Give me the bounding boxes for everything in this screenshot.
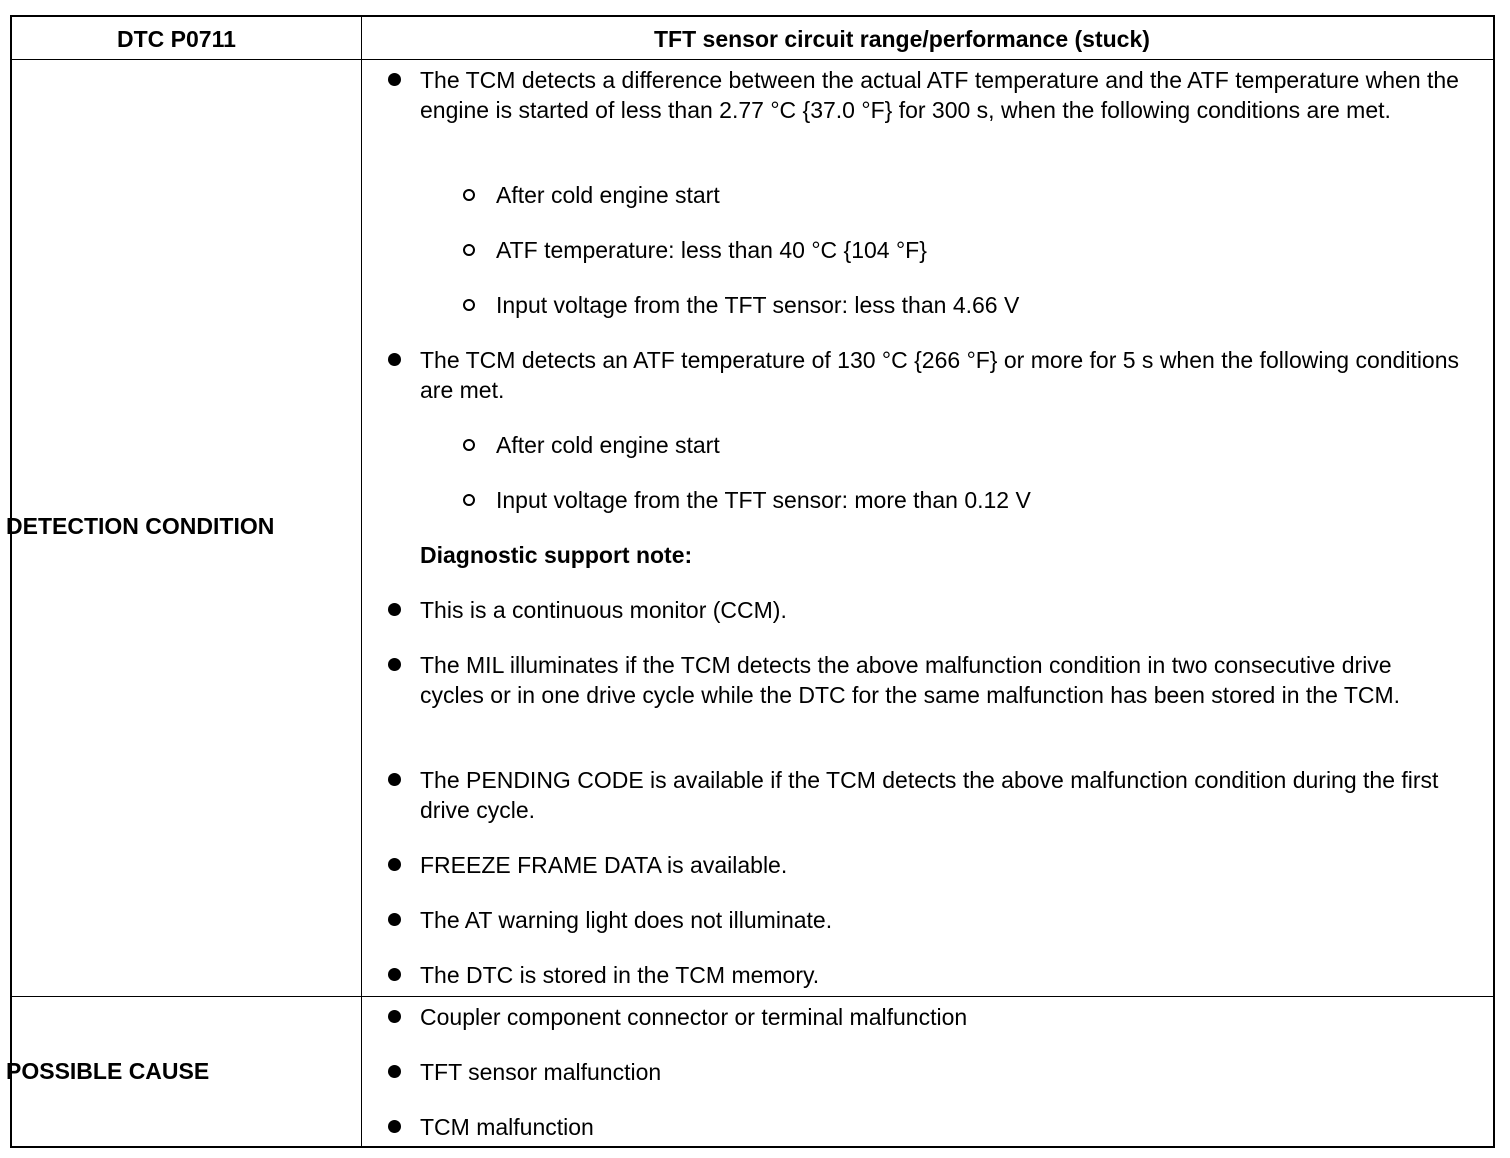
detection-subitem-3: Input voltage from the TFT sensor: less than 4.66 V xyxy=(496,292,1020,318)
sub-bullet-icon xyxy=(463,439,475,451)
bullet-icon xyxy=(388,773,401,786)
cause-item-3: TCM malfunction xyxy=(420,1114,594,1140)
bullet-icon xyxy=(388,858,401,871)
bullet-icon xyxy=(388,658,401,671)
detection-condition-label: DETECTION CONDITION xyxy=(6,513,275,539)
bullet-icon xyxy=(388,603,401,616)
bullet-icon xyxy=(388,73,401,86)
cause-item-1: Coupler component connector or terminal malfunction xyxy=(420,1004,968,1030)
dtc-code-header: DTC P0711 xyxy=(117,26,236,52)
bullet-icon xyxy=(388,1065,401,1078)
note-item-4: FREEZE FRAME DATA is available. xyxy=(420,852,788,878)
bullet-icon xyxy=(388,1120,401,1133)
diagnostic-note-heading: Diagnostic support note: xyxy=(420,542,693,568)
cause-row-divider xyxy=(12,996,1493,997)
detection-subitem-1: After cold engine start xyxy=(496,182,720,208)
note-item-6: The DTC is stored in the TCM memory. xyxy=(420,962,820,988)
cause-item-2: TFT sensor malfunction xyxy=(420,1059,662,1085)
note-item-1: This is a continuous monitor (CCM). xyxy=(420,597,787,623)
bullet-icon xyxy=(388,913,401,926)
sub-bullet-icon xyxy=(463,494,475,506)
header-row-divider xyxy=(12,59,1493,60)
bullet-icon xyxy=(388,1010,401,1023)
sub-bullet-icon xyxy=(463,244,475,256)
sub-bullet-icon xyxy=(463,189,475,201)
note-item-2: The MIL illuminates if the TCM detects the above malfunction condition in two consecutive drive cycles or in one drive cycle while the DTC for the same malfunction has been stored in the TCM. xyxy=(420,652,1401,708)
bullet-icon xyxy=(388,968,401,981)
dtc-title-header: TFT sensor circuit range/performance (stuck) xyxy=(654,26,1150,52)
possible-cause-label: POSSIBLE CAUSE xyxy=(6,1058,210,1084)
detection-subitem-4: After cold engine start xyxy=(496,432,720,458)
detection-item-1: The TCM detects a difference between the actual ATF temperature and the ATF temperature when the engine is started of less than 2.77 °C {37.0 °F} for 300 s, when the following conditions are met. xyxy=(420,67,1459,123)
note-item-5: The AT warning light does not illuminate. xyxy=(420,907,833,933)
detection-item-2: The TCM detects an ATF temperature of 130 °C {266 °F} or more for 5 s when the following conditions are met. xyxy=(420,347,1460,403)
bullet-icon xyxy=(388,353,401,366)
detection-subitem-5: Input voltage from the TFT sensor: more than 0.12 V xyxy=(496,487,1031,513)
column-divider xyxy=(361,17,362,1146)
sub-bullet-icon xyxy=(463,299,475,311)
detection-subitem-2: ATF temperature: less than 40 °C {104 °F} xyxy=(496,237,927,263)
note-item-3: The PENDING CODE is available if the TCM detects the above malfunction condition during the first drive cycle. xyxy=(420,767,1439,823)
